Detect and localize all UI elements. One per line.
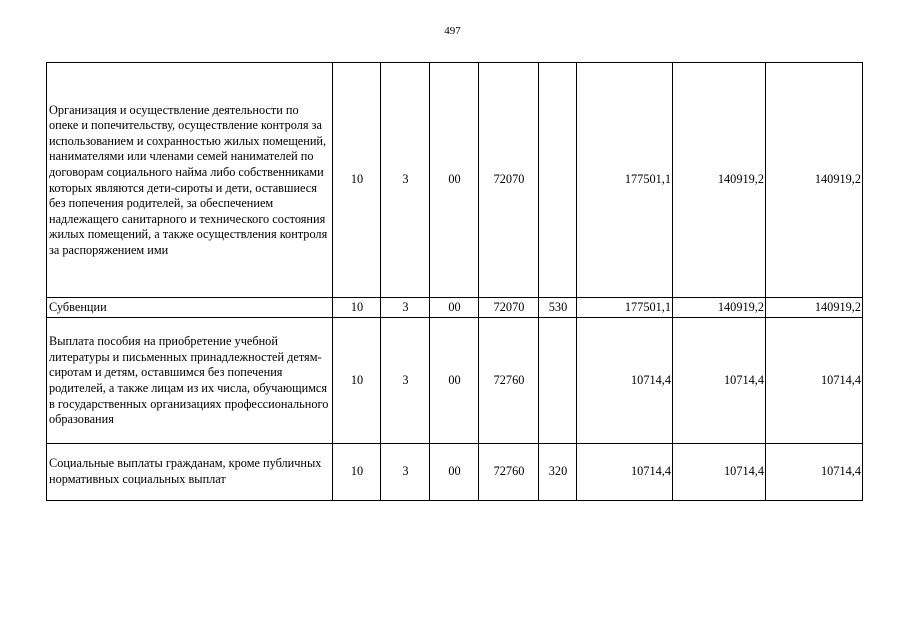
expense-type-cell: 530 <box>539 298 577 318</box>
sum-3-cell: 140919,2 <box>766 298 863 318</box>
section-cell: 10 <box>333 444 381 501</box>
page-number: 497 <box>444 25 461 37</box>
budget-table <box>46 62 863 501</box>
subsection-cell: 3 <box>381 298 430 318</box>
program-cell: 00 <box>430 318 479 444</box>
sum-3-cell: 10714,4 <box>766 444 863 501</box>
sum-1-cell: 177501,1 <box>577 298 673 318</box>
item-code-cell: 72760 <box>479 318 539 444</box>
item-code-cell: 72760 <box>479 444 539 501</box>
subsection-cell: 3 <box>381 318 430 444</box>
section-cell: 10 <box>333 318 381 444</box>
program-cell: 00 <box>430 63 479 298</box>
row-name-cell: Выплата пособия на приобретение учебной литературы и письменных принадлежностей детям-сиротам и детям, оставшимся без попечения родителей, а также лицам из их числа, обучающимся в государственных организациях профессионального образования <box>47 318 333 444</box>
sum-1-cell: 10714,4 <box>577 318 673 444</box>
sum-2-cell: 140919,2 <box>673 63 766 298</box>
sum-3-cell: 140919,2 <box>766 63 863 298</box>
item-code-cell: 72070 <box>479 63 539 298</box>
sum-2-cell: 140919,2 <box>673 298 766 318</box>
section-cell: 10 <box>333 63 381 298</box>
program-cell: 00 <box>430 298 479 318</box>
table-row <box>47 444 863 501</box>
program-cell: 00 <box>430 444 479 501</box>
expense-type-cell: 320 <box>539 444 577 501</box>
sum-2-cell: 10714,4 <box>673 444 766 501</box>
table-row <box>47 63 863 298</box>
item-code-cell: 72070 <box>479 298 539 318</box>
section-cell: 10 <box>333 298 381 318</box>
row-name-cell: Субвенции <box>47 298 333 318</box>
table-row <box>47 298 863 318</box>
subsection-cell: 3 <box>381 63 430 298</box>
sum-1-cell: 177501,1 <box>577 63 673 298</box>
row-name-cell: Социальные выплаты гражданам, кроме публичных нормативных социальных выплат <box>47 444 333 501</box>
expense-type-cell <box>539 63 577 298</box>
sum-1-cell: 10714,4 <box>577 444 673 501</box>
sum-2-cell: 10714,4 <box>673 318 766 444</box>
expense-type-cell <box>539 318 577 444</box>
subsection-cell: 3 <box>381 444 430 501</box>
row-name-cell: Организация и осуществление деятельности по опеке и попечительству, осуществление контроля за использованием и сохранностью жилых помещений, нанимателями или членами семей нанимателей по договорам социального найма либо собственниками которых являются дети-сироты и дети, оставшиеся без попечения родителей, за обеспечением надлежащего санитарного и технического состояния жилых помещений, а также осуществления контроля за распоряжением ими <box>47 63 333 298</box>
table-row <box>47 318 863 444</box>
sum-3-cell: 10714,4 <box>766 318 863 444</box>
